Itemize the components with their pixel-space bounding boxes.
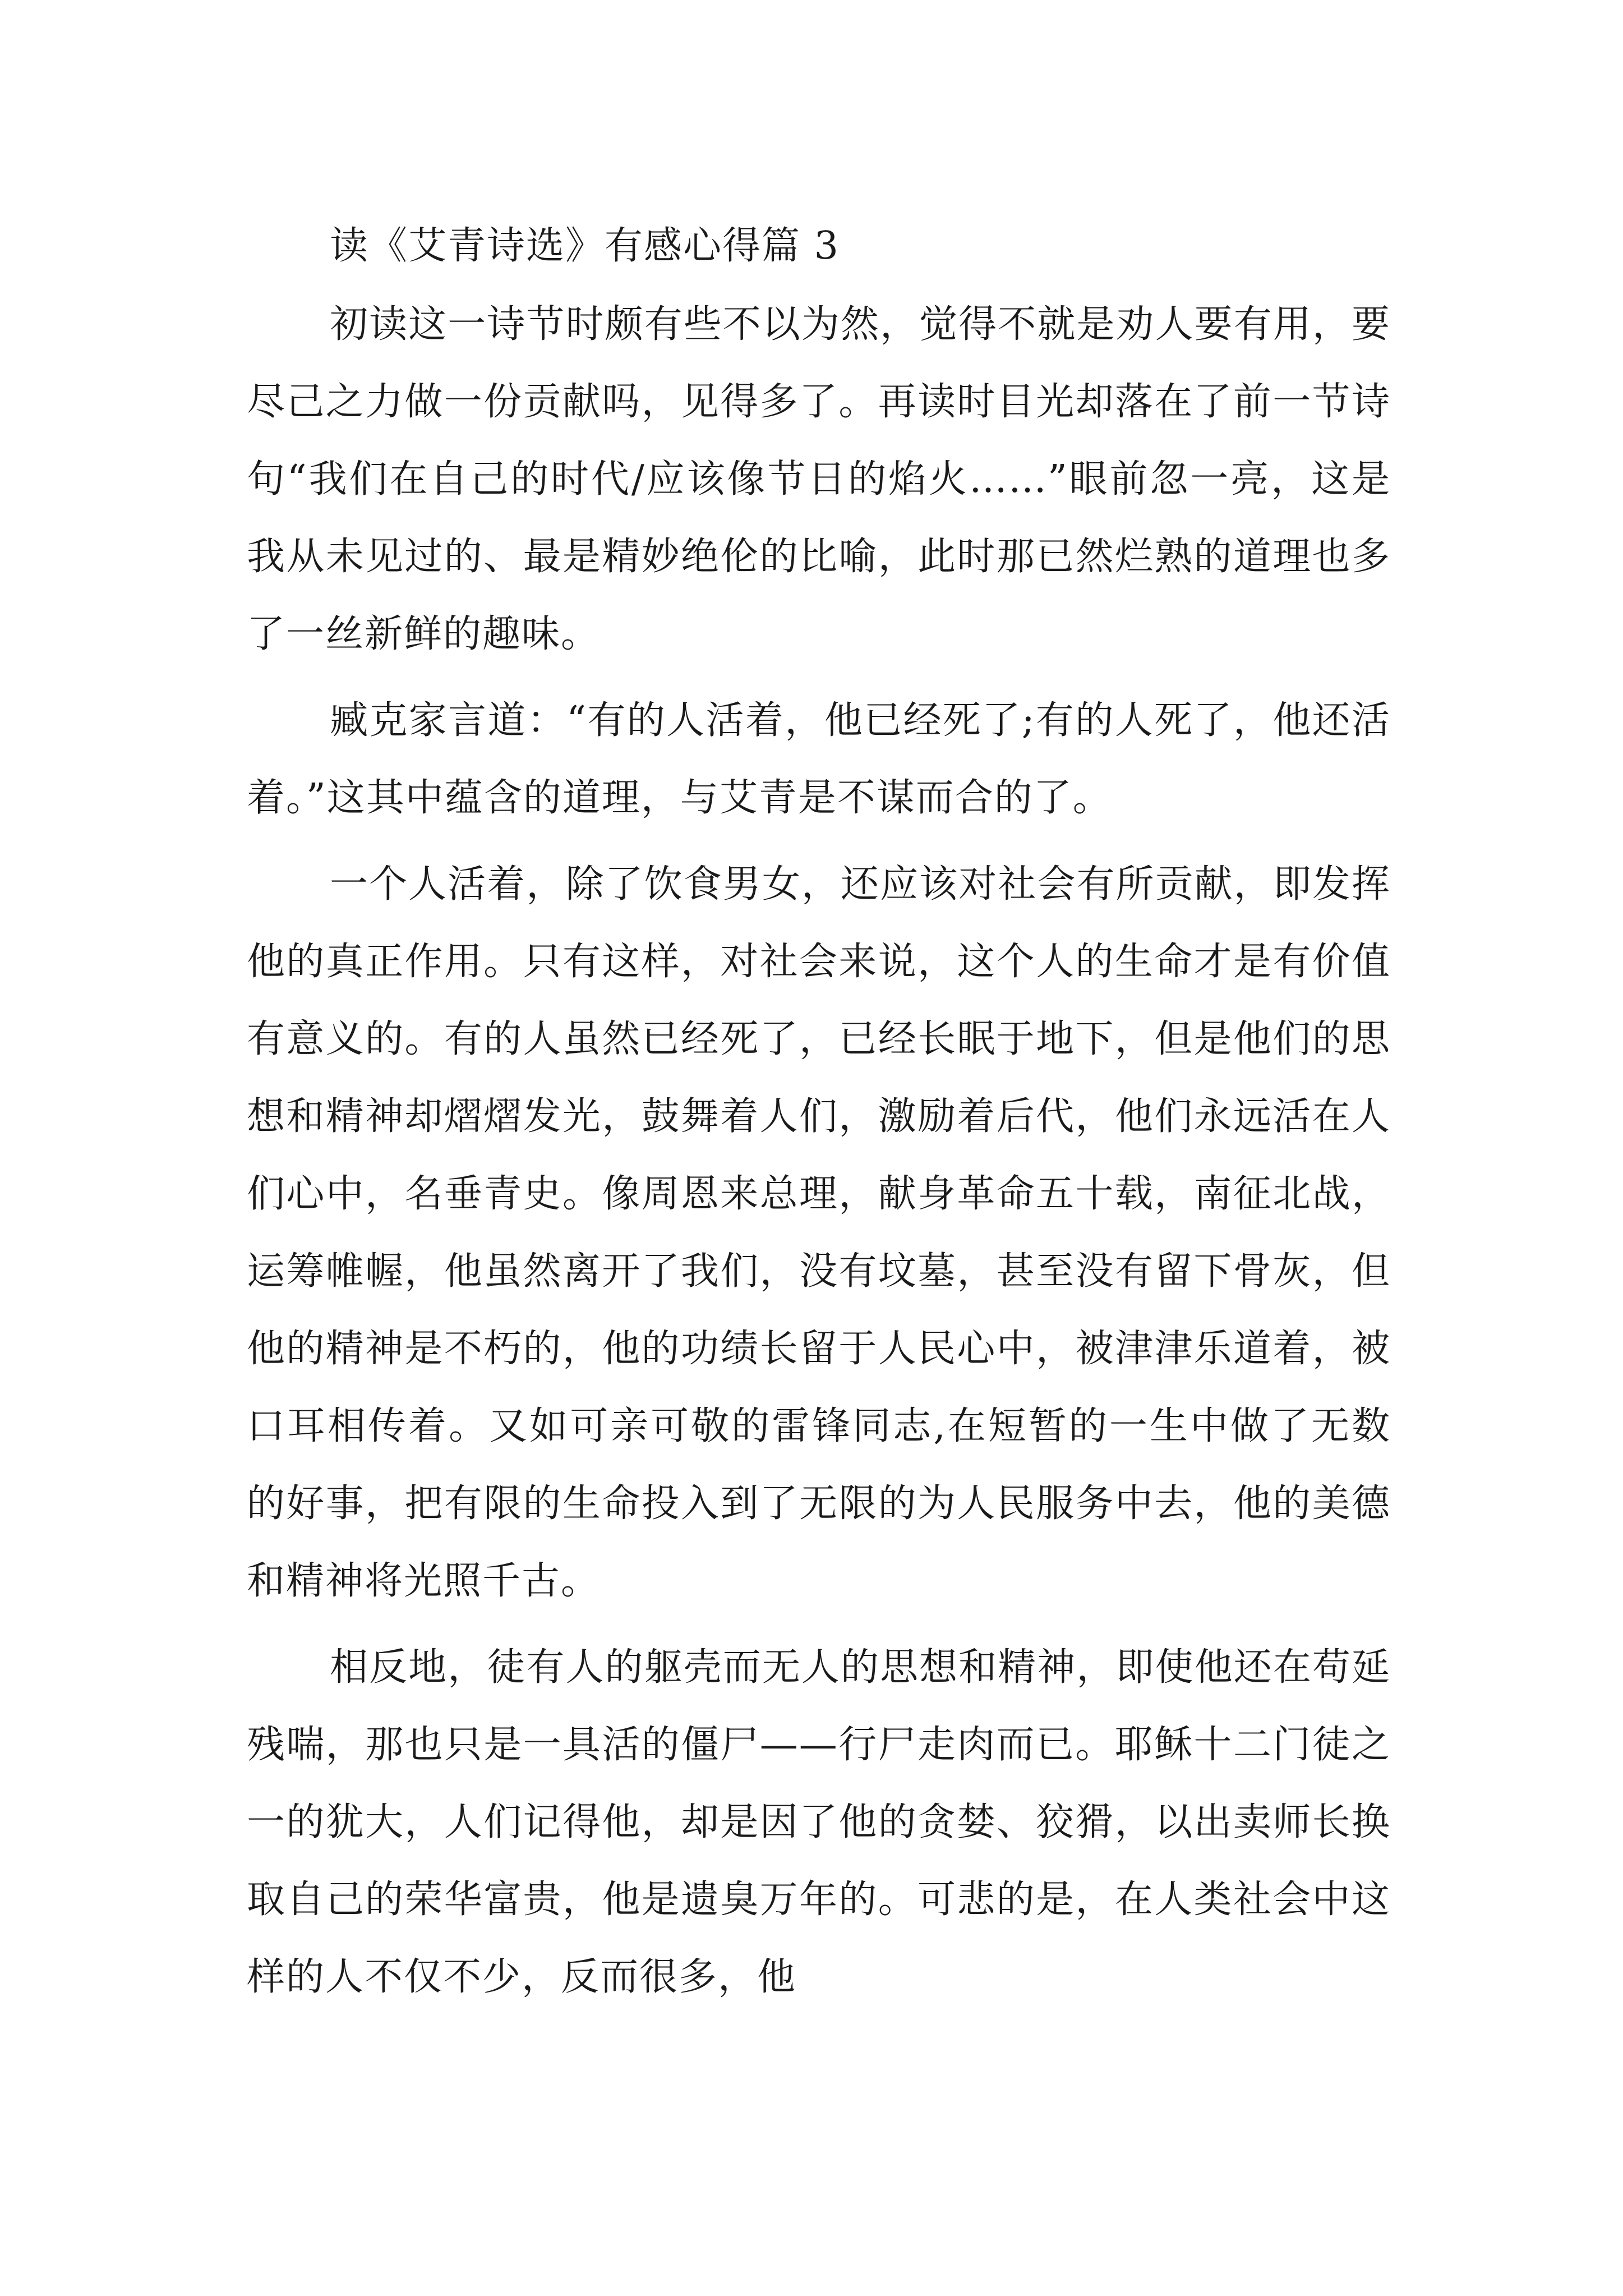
paragraph-4: 相反地，徒有人的躯壳而无人的思想和精神，即使他还在苟延残喘，那也只是一具活的僵尸——行尸走肉而已。耶稣十二门徒之一的犹大，人们记得他，却是因了他的贪婪、狡猾，以出卖师长换取自己的荣华富贵，他是遗臭万年的。可悲的是，在人类社会中这样的人不仅不少，反而很多，他 — [247, 1645, 1391, 1999]
section-title: 读《艾青诗选》有感心得篇 3 — [330, 224, 840, 268]
paragraph-2: 臧克家言道：“有的人活着，他已经死了;有的人死了，他还活着。”这其中蕴含的道理，与艾青是不谋而合的了。 — [247, 698, 1391, 820]
paragraph-1: 初读这一诗节时颇有些不以为然，觉得不就是劝人要有用，要尽己之力做一份贡献吗，见得多了。再读时目光却落在了前一节诗句“我们在自己的时代/应该像节日的焰火……”眼前忽一亮，这是我从未见过的、最是精妙绝伦的比喻，此时那已然烂熟的道理也多了一丝新鲜的趣味。 — [247, 302, 1391, 656]
document-body — [247, 208, 1391, 2025]
paragraph-3: 一个人活着，除了饮食男女，还应该对社会有所贡献，即发挥他的真正作用。只有这样，对社会来说，这个人的生命才是有价值有意义的。有的人虽然已经死了，已经长眠于地下，但是他们的思想和精神却熠熠发光，鼓舞着人们，激励着后代，他们永远活在人们心中，名垂青史。像周恩来总理，献身革命五十载，南征北战，运筹帷幄，他虽然离开了我们，没有坟墓，甚至没有留下骨灰，但他的精神是不朽的，他的功绩长留于人民心中，被津津乐道着，被口耳相传着。又如可亲可敬的雷锋同志,在短暂的一生中做了无数的好事，把有限的生命投入到了无限的为人民服务中去，他的美德和精神将光照千古。 — [247, 862, 1391, 1603]
